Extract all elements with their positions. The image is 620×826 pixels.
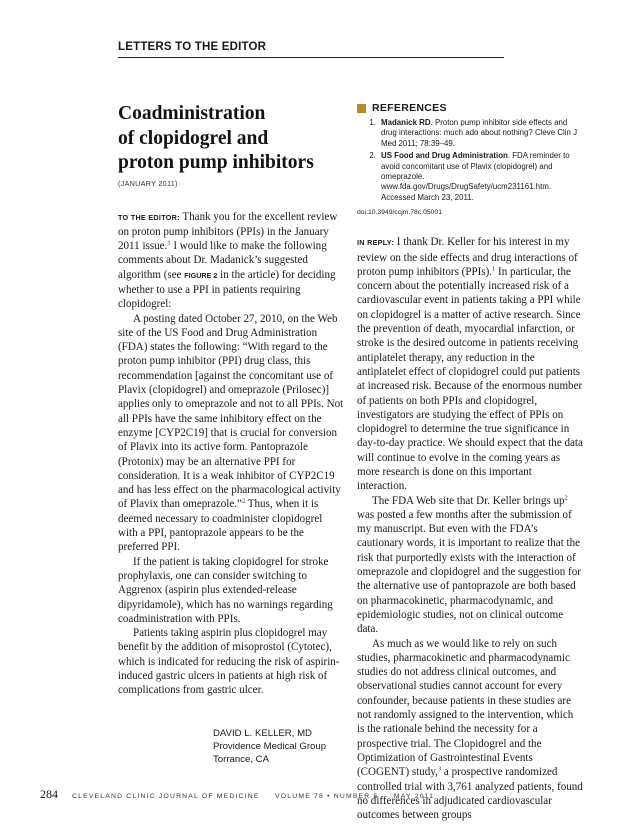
citation-2: 2 <box>241 497 246 505</box>
reply-p3-text-a: As much as we would like to rely on such studies, pharmacokinetic and pharmacodynamic studies do not address clinical outcomes, and observational studies cannot account for every confounder, because patients in these studies are not randomly assigned to the intervention, which is the rationale behind the necessity for a prospective trial. The Clopidogrel and the Optimization of Gastrointestinal Events (COGENT) study, <box>357 637 574 779</box>
citation-2: 2 <box>564 493 568 501</box>
doi-link[interactable]: doi:10.3949/ccjm.78c.05001 <box>357 209 443 217</box>
reference-detail: . FDA reminder to avoid concomitant use of Plavix (clopidogrel) and omeprazole. www.fda.gov/Drugs/DrugSafety/ucm231161.htm. Accessed March 23, 2011. <box>381 151 570 202</box>
letter-paragraph-4: Patients taking aspirin plus clopidogrel may benefit by the addition of misoprostol (Cytotec), which is indicated for reducing the risk of aspirin-induced gastric ulcers in patients at high risk of complications from gastric ulcer. <box>118 627 340 697</box>
reference-list <box>357 118 583 203</box>
reference-detail: . Proton pump inhibitor side effects and drug interactions: much ado about nothing? Cleve Clin J Med 2011; 78:39–49. <box>381 118 578 148</box>
citation-3: 3 <box>437 765 442 773</box>
reference-author: Madanick RD <box>381 118 431 127</box>
author-affiliation: Providence Medical Group <box>213 740 327 752</box>
letter-p2-text-a: A posting dated October 27, 2010, on the Web site of the US Food and Drug Administration (FDA) states the following: “With regard to the proton pump inhibitor (PPI) drug class, this recommendation [against the concomitant use of Plavix (clopidogrel) and omeprazole (Prilosec)] applies only to omeprazole and not to all PPIs. Not all PPIs have the same inhibitory effect on the enzyme [CYP2C19] that is crucial for conversion of Plavix into its active form. Pantoprazole (Protonix) may be an alternative PPI for consideration. It is a weak inhibitor of CYP2C19 and has less effect on the pharmacological activity of Plavix than omeprazole.” <box>118 312 344 511</box>
page-number: 284 <box>40 787 58 801</box>
reference-item <box>357 118 583 149</box>
reference-text <box>381 151 583 203</box>
reference-number: 2. <box>369 151 376 161</box>
page-footer <box>40 787 580 802</box>
references-header <box>357 102 583 114</box>
section-header <box>118 37 504 58</box>
letter-paragraph-2 <box>118 312 344 555</box>
references-title: REFERENCES <box>372 102 447 114</box>
letter-lead: TO THE EDITOR: <box>118 212 180 222</box>
reply-p2-text-b: was posted a few months after the submission of my manuscript. But even with the FDA’s cautionary words, it is important to realize that the risk that purportedly exists with the interaction of omeprazole and clopidogrel and the suggestion for the alternative use of pantoprazole are both based on pharmacokinetic, pharmacodynamic, and epidemiologic studies, not on clinical outcome data. <box>357 508 581 636</box>
reply-paragraph-2 <box>357 494 583 637</box>
reply-p1-text-a: I thank Dr. Keller for his interest in my review on the side effects and drug interactions of proton pump inhibitors (PPIs). <box>357 236 578 278</box>
journal-citation-line: CLEVELAND CLINIC JOURNAL OF MEDICINE VOLUME 78 • NUMBER 5 MAY 2011 <box>72 793 435 800</box>
issue-date-tag: (JANUARY 2011) <box>118 178 178 188</box>
figure-reference: FIGURE 2 <box>184 270 218 280</box>
reply-p3-text-b: a prospective randomized controlled trial with 3,761 analyzed patients, found no differences in adjudicated cardiovascular outcomes between groups <box>357 766 583 822</box>
left-column <box>118 102 344 766</box>
article-title <box>118 102 344 176</box>
reference-text <box>381 118 583 149</box>
letter-p1-text-c: in the article) for deciding whether to use a PPI in patients requiring clopidogrel: <box>118 268 336 311</box>
letter-body <box>118 210 344 698</box>
letter-paragraph-1 <box>118 210 344 312</box>
references-square-icon <box>357 104 366 113</box>
reference-item <box>357 151 583 203</box>
reply-p2-text-a: The FDA Web site that Dr. Keller brings up <box>372 494 565 507</box>
reply-body <box>357 235 583 822</box>
section-label: LETTERS TO THE EDITOR <box>118 41 267 53</box>
letter-paragraph-3: If the patient is taking clopidogrel for stroke prophylaxis, one can consider switching to Aggrenox (aspirin plus extended-release dipyridamole), which has no warnings regarding coadministration with PPIs. <box>118 555 333 625</box>
title-line-3: proton pump inhibitors <box>118 152 314 173</box>
title-line-1: Coadministration <box>118 103 266 124</box>
author-name: DAVID L. KELLER, MD <box>213 727 312 739</box>
citation-1: 1 <box>167 239 171 247</box>
title-line-2: of clopidogrel and <box>118 127 269 149</box>
reply-lead: IN REPLY: <box>357 238 395 248</box>
reference-author: US Food and Drug Administration <box>381 151 508 161</box>
letter-p1-text-b: I would like to make the following comments about Dr. Madanick’s suggested algorithm (see <box>118 240 327 281</box>
letter-p1-text-a: Thank you for the excellent review on proton pump inhibitors (PPIs) in the January 2011 issue. <box>118 210 338 253</box>
reply-paragraph-1 <box>357 235 583 493</box>
reference-number: 1. <box>369 118 376 127</box>
letter-p2-text-b: Thus, when it is deemed necessary to coadminister clopidogrel with a PPI, pantoprazole appears to be the preferred PPI. <box>118 498 323 554</box>
reply-p1-text-b: In particular, the concern about the potentially increased risk of a cardiovascular event in patients taking a PPI while on clopidogrel is a matter of active research. Since the prevention of death, myocardial infarction, or stroke is the desired outcome in patients receiving antiplatelet therapy, any reduction in the antiplatelet effect of clopidogrel could put patients at increased risk. Because of the enormous number of patients on both PPIs and clopidogrel, investigators are studying the effect of PPIs on clopidogrel to determine the true significance in day-to-day practice. We should expect that the data will continue to evolve in the coming years as more research is done on this important interaction. <box>357 265 583 493</box>
author-location: Torrance, CA <box>213 753 269 765</box>
citation-1: 1 <box>492 265 496 273</box>
right-column <box>357 102 583 822</box>
letter-signature <box>213 727 344 766</box>
